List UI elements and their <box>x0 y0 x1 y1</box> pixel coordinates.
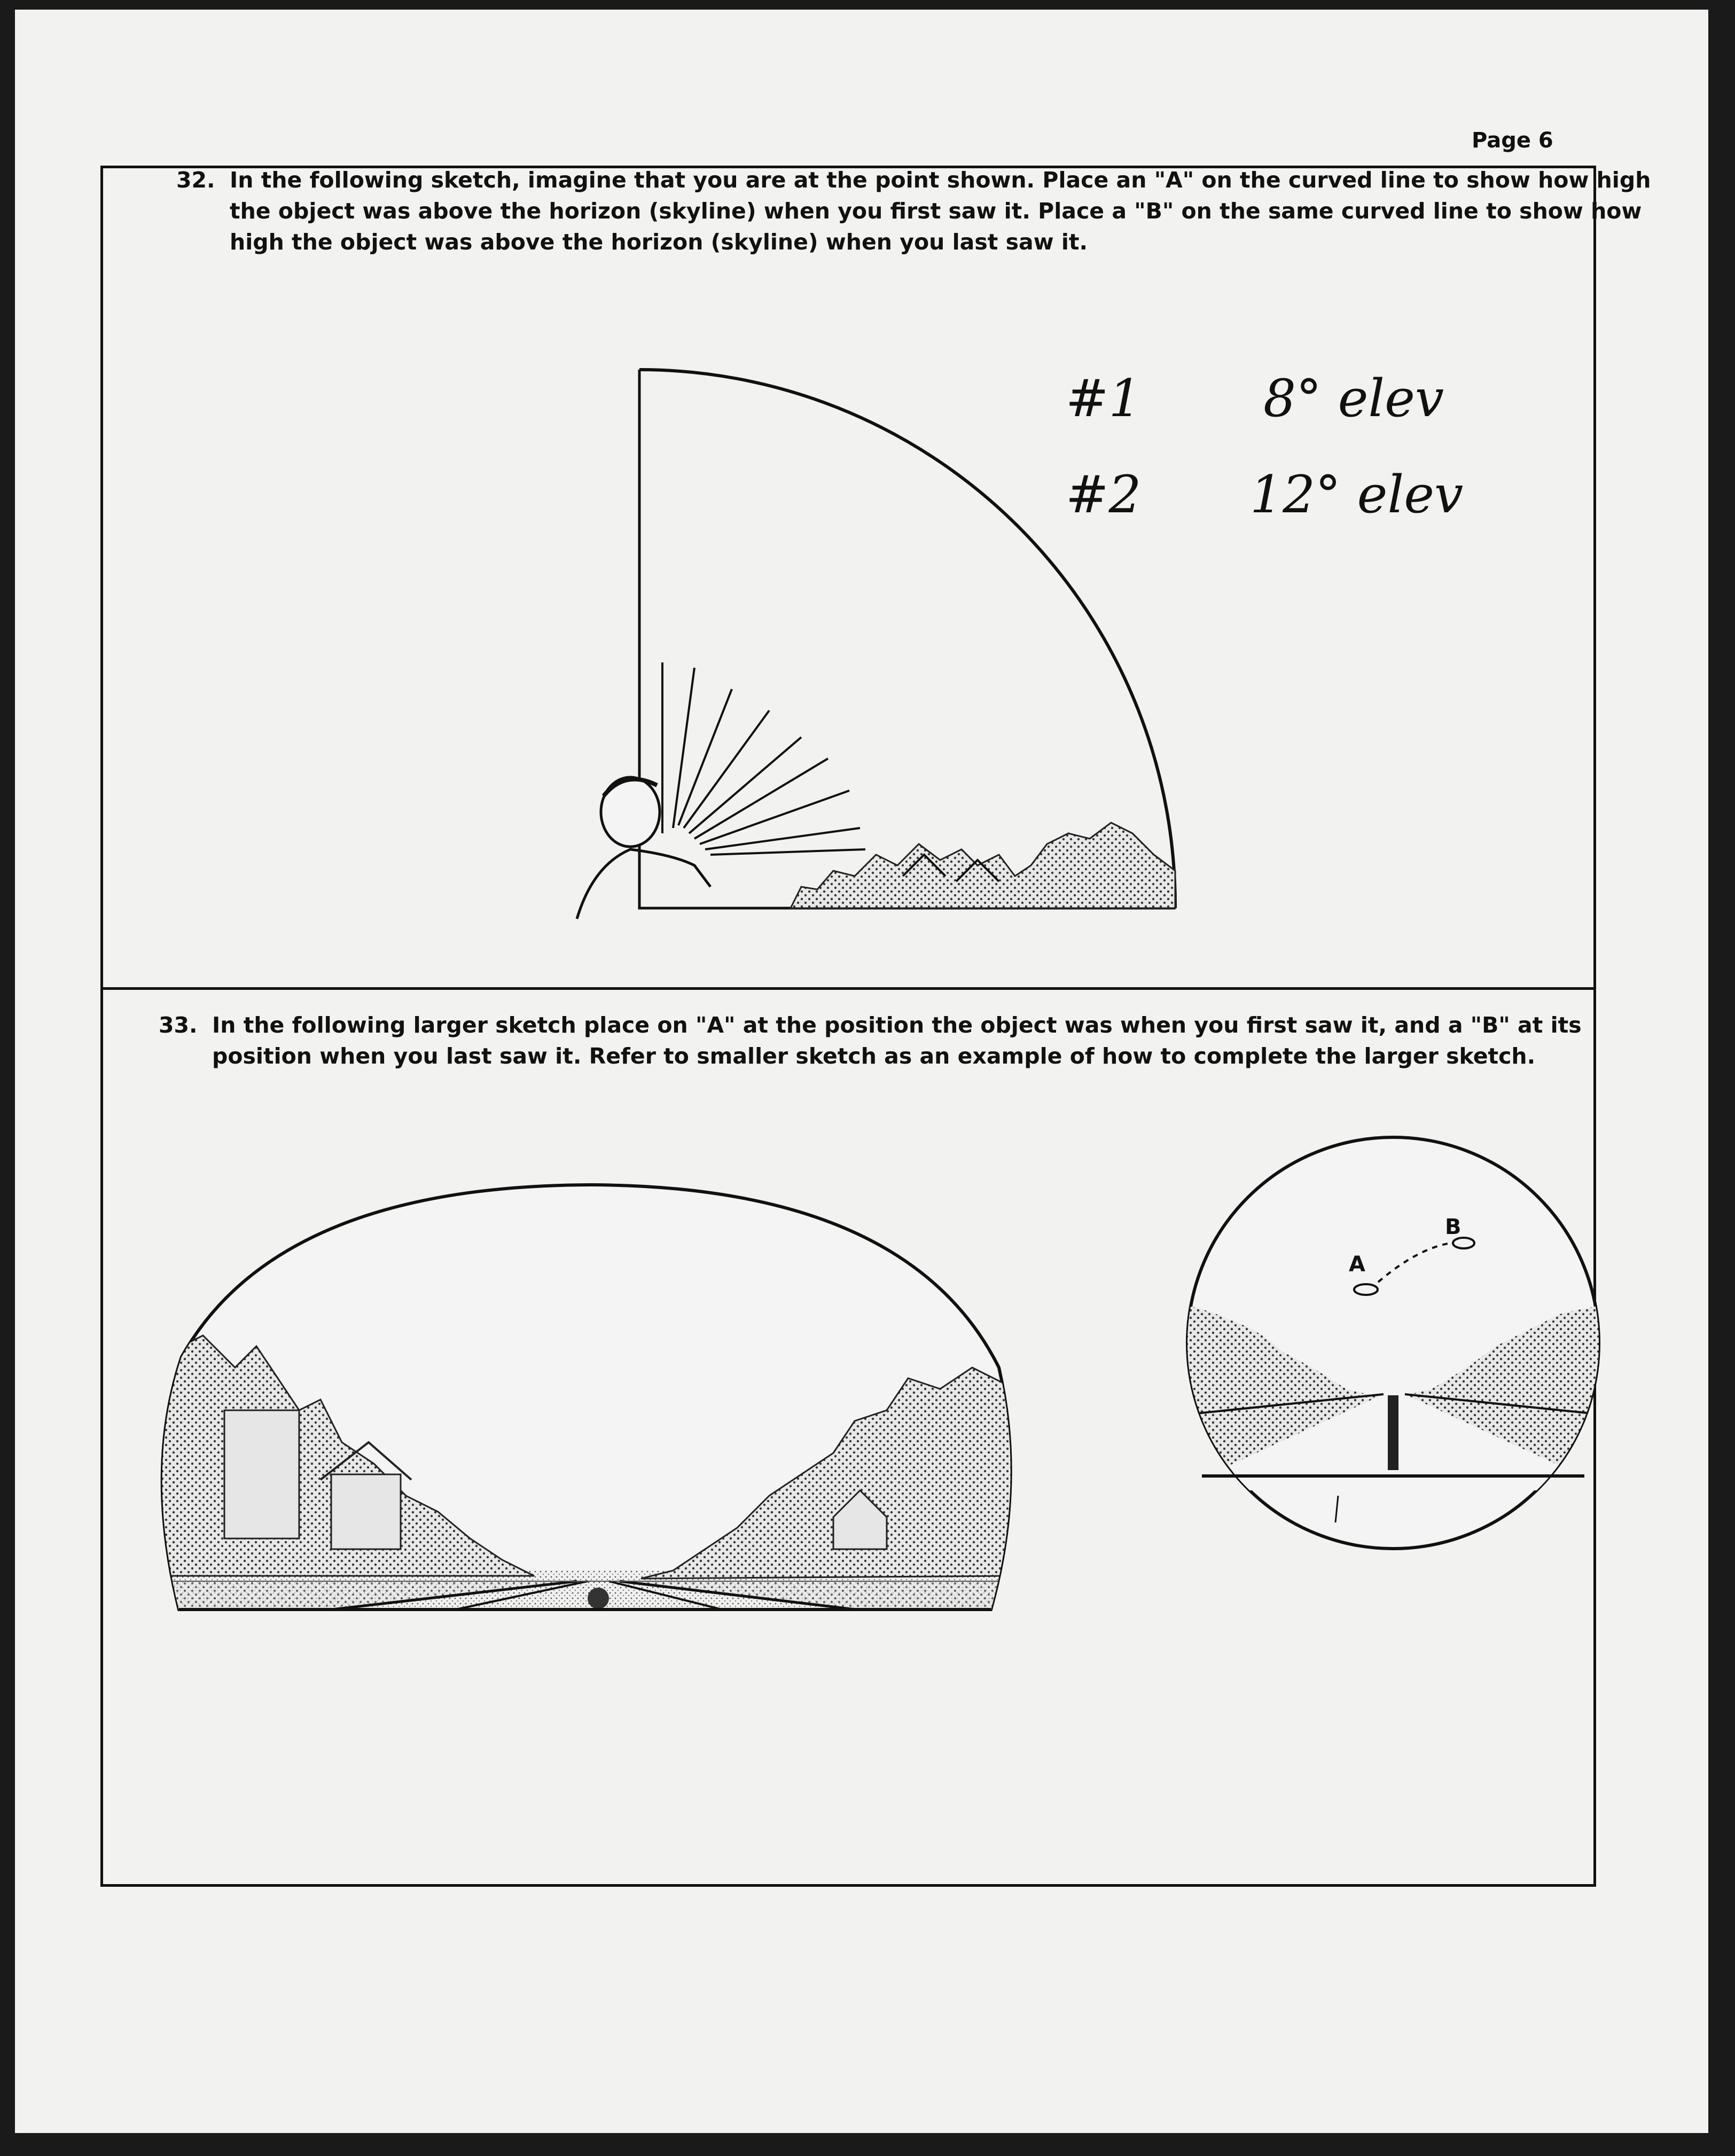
label-b: B <box>1445 1215 1462 1239</box>
question-32-text: In the following sketch, imagine that you are at the point shown. Place an "A" on the curved line to show how high the object was above the horizon (skyline) when you first saw it. Place a "B" on the same curved line to show how high the object was above the horizon (skyline) when you last saw it. <box>230 167 1651 255</box>
handwriting-label-1: #1 <box>1066 369 1142 428</box>
handwriting-value-2: 12° elev <box>1250 465 1464 525</box>
handwriting-label-2: #2 <box>1066 465 1142 525</box>
street-scene-sketch <box>160 1185 1015 1613</box>
question-32-number: 32. <box>176 167 215 193</box>
question-33-text: In the following larger sketch place on "A" at the position the object was when you first saw it, and a "B" at its position when you last saw it. Refer to smaller sketch as an example of how to complete the larger sketch. <box>212 1012 1582 1069</box>
handwriting-value-1: 8° elev <box>1263 369 1444 428</box>
example-sketch <box>1175 1137 1613 1549</box>
label-a: A <box>1349 1252 1365 1277</box>
quarter-circle-sketch <box>577 370 1175 919</box>
question-33-number: 33. <box>159 1012 198 1038</box>
page-number: Page 6 <box>1472 128 1553 153</box>
